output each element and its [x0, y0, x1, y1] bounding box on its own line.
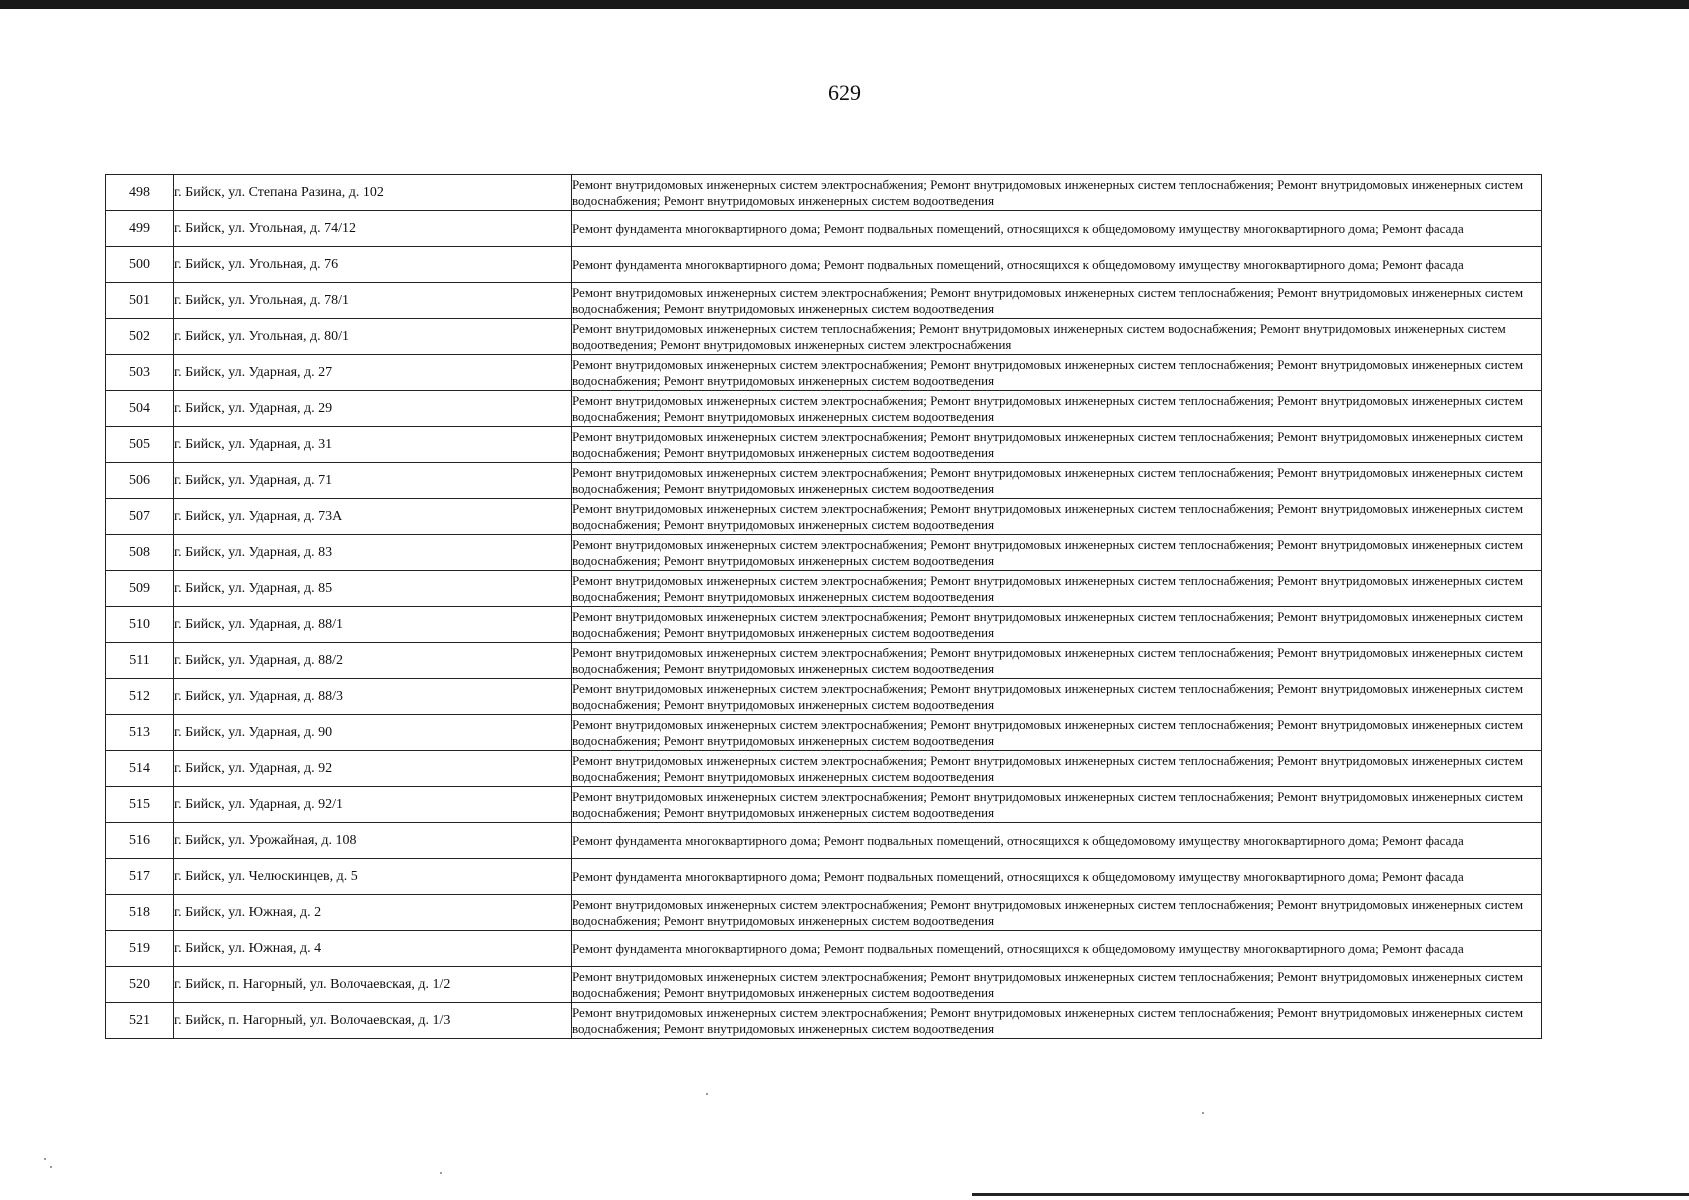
table-row: [106, 427, 1542, 463]
row-number: 505: [106, 427, 174, 463]
row-address: г. Бийск, ул. Ударная, д. 83: [174, 535, 572, 571]
row-address: г. Бийск, ул. Угольная, д. 80/1: [174, 319, 572, 355]
row-works: Ремонт внутридомовых инженерных систем электроснабжения; Ремонт внутридомовых инженерных систем теплоснабжения; Ремонт внутридомовых инженерных систем водоснабжения; Ремонт внутридомовых инженерных систем водоотведения: [572, 787, 1542, 823]
row-address: г. Бийск, ул. Ударная, д. 85: [174, 571, 572, 607]
row-address: г. Бийск, ул. Степана Разина, д. 102: [174, 175, 572, 211]
table-row: [106, 283, 1542, 319]
scan-speck: [50, 1166, 52, 1168]
row-works: Ремонт фундамента многоквартирного дома; Ремонт подвальных помещений, относящихся к общедомовому имуществу многоквартирного дома; Ремонт фасада: [572, 247, 1542, 283]
table-row: [106, 679, 1542, 715]
table-row: [106, 391, 1542, 427]
table-row: [106, 355, 1542, 391]
row-number: 512: [106, 679, 174, 715]
row-number: 521: [106, 1003, 174, 1039]
table-row: [106, 859, 1542, 895]
row-number: 508: [106, 535, 174, 571]
row-works: Ремонт внутридомовых инженерных систем электроснабжения; Ремонт внутридомовых инженерных систем теплоснабжения; Ремонт внутридомовых инженерных систем водоснабжения; Ремонт внутридомовых инженерных систем водоотведения: [572, 1003, 1542, 1039]
row-works: Ремонт внутридомовых инженерных систем электроснабжения; Ремонт внутридомовых инженерных систем теплоснабжения; Ремонт внутридомовых инженерных систем водоснабжения; Ремонт внутридомовых инженерных систем водоотведения: [572, 643, 1542, 679]
row-works: Ремонт внутридомовых инженерных систем электроснабжения; Ремонт внутридомовых инженерных систем теплоснабжения; Ремонт внутридомовых инженерных систем водоснабжения; Ремонт внутридомовых инженерных систем водоотведения: [572, 895, 1542, 931]
row-number: 509: [106, 571, 174, 607]
table-row: [106, 643, 1542, 679]
row-works: Ремонт внутридомовых инженерных систем электроснабжения; Ремонт внутридомовых инженерных систем теплоснабжения; Ремонт внутридомовых инженерных систем водоснабжения; Ремонт внутридомовых инженерных систем водоотведения: [572, 463, 1542, 499]
row-works: Ремонт внутридомовых инженерных систем электроснабжения; Ремонт внутридомовых инженерных систем теплоснабжения; Ремонт внутридомовых инженерных систем водоснабжения; Ремонт внутридомовых инженерных систем водоотведения: [572, 679, 1542, 715]
row-number: 520: [106, 967, 174, 1003]
row-number: 517: [106, 859, 174, 895]
row-number: 518: [106, 895, 174, 931]
row-address: г. Бийск, ул. Челюскинцев, д. 5: [174, 859, 572, 895]
row-works: Ремонт внутридомовых инженерных систем электроснабжения; Ремонт внутридомовых инженерных систем теплоснабжения; Ремонт внутридомовых инженерных систем водоснабжения; Ремонт внутридомовых инженерных систем водоотведения: [572, 751, 1542, 787]
table-row: [106, 175, 1542, 211]
row-number: 515: [106, 787, 174, 823]
row-works: Ремонт внутридомовых инженерных систем электроснабжения; Ремонт внутридомовых инженерных систем теплоснабжения; Ремонт внутридомовых инженерных систем водоснабжения; Ремонт внутридомовых инженерных систем водоотведения: [572, 607, 1542, 643]
table-row: [106, 499, 1542, 535]
row-address: г. Бийск, п. Нагорный, ул. Волочаевская, д. 1/2: [174, 967, 572, 1003]
row-number: 502: [106, 319, 174, 355]
row-address: г. Бийск, ул. Ударная, д. 92/1: [174, 787, 572, 823]
row-works: Ремонт внутридомовых инженерных систем электроснабжения; Ремонт внутридомовых инженерных систем теплоснабжения; Ремонт внутридомовых инженерных систем водоснабжения; Ремонт внутридомовых инженерных систем водоотведения: [572, 715, 1542, 751]
table-row: [106, 319, 1542, 355]
table-row: [106, 715, 1542, 751]
row-address: г. Бийск, ул. Угольная, д. 76: [174, 247, 572, 283]
row-address: г. Бийск, ул. Ударная, д. 88/3: [174, 679, 572, 715]
row-address: г. Бийск, ул. Ударная, д. 88/1: [174, 607, 572, 643]
row-address: г. Бийск, ул. Ударная, д. 71: [174, 463, 572, 499]
scan-speck: [44, 1158, 46, 1160]
top-border-rule: [0, 0, 1689, 9]
row-address: г. Бийск, ул. Южная, д. 2: [174, 895, 572, 931]
row-works: Ремонт внутридомовых инженерных систем теплоснабжения; Ремонт внутридомовых инженерных систем водоснабжения; Ремонт внутридомовых инженерных систем водоотведения; Ремонт внутридомовых инженерных систем электроснабжения: [572, 319, 1542, 355]
row-number: 507: [106, 499, 174, 535]
row-works: Ремонт внутридомовых инженерных систем электроснабжения; Ремонт внутридомовых инженерных систем теплоснабжения; Ремонт внутридомовых инженерных систем водоснабжения; Ремонт внутридомовых инженерных систем водоотведения: [572, 535, 1542, 571]
page-number: 629: [828, 80, 861, 105]
table-row: [106, 247, 1542, 283]
row-number: 498: [106, 175, 174, 211]
row-address: г. Бийск, ул. Южная, д. 4: [174, 931, 572, 967]
row-address: г. Бийск, ул. Угольная, д. 74/12: [174, 211, 572, 247]
row-works: Ремонт внутридомовых инженерных систем электроснабжения; Ремонт внутридомовых инженерных систем теплоснабжения; Ремонт внутридомовых инженерных систем водоснабжения; Ремонт внутридомовых инженерных систем водоотведения: [572, 355, 1542, 391]
table-body: [106, 175, 1542, 1039]
row-works: Ремонт внутридомовых инженерных систем электроснабжения; Ремонт внутридомовых инженерных систем теплоснабжения; Ремонт внутридомовых инженерных систем водоснабжения; Ремонт внутридомовых инженерных систем водоотведения: [572, 571, 1542, 607]
row-address: г. Бийск, ул. Угольная, д. 78/1: [174, 283, 572, 319]
row-works: Ремонт фундамента многоквартирного дома; Ремонт подвальных помещений, относящихся к общедомовому имуществу многоквартирного дома; Ремонт фасада: [572, 823, 1542, 859]
table-row: [106, 931, 1542, 967]
table-row: [106, 787, 1542, 823]
row-address: г. Бийск, ул. Ударная, д. 29: [174, 391, 572, 427]
row-number: 503: [106, 355, 174, 391]
row-address: г. Бийск, ул. Ударная, д. 92: [174, 751, 572, 787]
row-number: 513: [106, 715, 174, 751]
table-row: [106, 535, 1542, 571]
row-number: 499: [106, 211, 174, 247]
row-works: Ремонт внутридомовых инженерных систем электроснабжения; Ремонт внутридомовых инженерных систем теплоснабжения; Ремонт внутридомовых инженерных систем водоснабжения; Ремонт внутридомовых инженерных систем водоотведения: [572, 175, 1542, 211]
row-works: Ремонт внутридомовых инженерных систем электроснабжения; Ремонт внутридомовых инженерных систем теплоснабжения; Ремонт внутридомовых инженерных систем водоснабжения; Ремонт внутридомовых инженерных систем водоотведения: [572, 283, 1542, 319]
table-row: [106, 967, 1542, 1003]
scan-speck: [440, 1172, 442, 1174]
row-works: Ремонт внутридомовых инженерных систем электроснабжения; Ремонт внутридомовых инженерных систем теплоснабжения; Ремонт внутридомовых инженерных систем водоснабжения; Ремонт внутридомовых инженерных систем водоотведения: [572, 967, 1542, 1003]
row-number: 500: [106, 247, 174, 283]
row-number: 501: [106, 283, 174, 319]
table-row: [106, 895, 1542, 931]
row-works: Ремонт фундамента многоквартирного дома; Ремонт подвальных помещений, относящихся к общедомовому имуществу многоквартирного дома; Ремонт фасада: [572, 859, 1542, 895]
row-number: 504: [106, 391, 174, 427]
table-row: [106, 571, 1542, 607]
row-address: г. Бийск, ул. Ударная, д. 31: [174, 427, 572, 463]
row-number: 514: [106, 751, 174, 787]
row-address: г. Бийск, п. Нагорный, ул. Волочаевская, д. 1/3: [174, 1003, 572, 1039]
row-works: Ремонт фундамента многоквартирного дома; Ремонт подвальных помещений, относящихся к общедомовому имуществу многоквартирного дома; Ремонт фасада: [572, 931, 1542, 967]
table-row: [106, 751, 1542, 787]
row-number: 511: [106, 643, 174, 679]
table-row: [106, 1003, 1542, 1039]
table-row: [106, 211, 1542, 247]
row-works: Ремонт внутридомовых инженерных систем электроснабжения; Ремонт внутридомовых инженерных систем теплоснабжения; Ремонт внутридомовых инженерных систем водоснабжения; Ремонт внутридомовых инженерных систем водоотведения: [572, 391, 1542, 427]
table-row: [106, 463, 1542, 499]
row-works: Ремонт внутридомовых инженерных систем электроснабжения; Ремонт внутридомовых инженерных систем теплоснабжения; Ремонт внутридомовых инженерных систем водоснабжения; Ремонт внутридомовых инженерных систем водоотведения: [572, 499, 1542, 535]
repair-register-table: [105, 174, 1542, 1039]
row-works: Ремонт фундамента многоквартирного дома; Ремонт подвальных помещений, относящихся к общедомовому имуществу многоквартирного дома; Ремонт фасада: [572, 211, 1542, 247]
row-address: г. Бийск, ул. Урожайная, д. 108: [174, 823, 572, 859]
row-number: 510: [106, 607, 174, 643]
row-address: г. Бийск, ул. Ударная, д. 88/2: [174, 643, 572, 679]
row-number: 516: [106, 823, 174, 859]
row-works: Ремонт внутридомовых инженерных систем электроснабжения; Ремонт внутридомовых инженерных систем теплоснабжения; Ремонт внутридомовых инженерных систем водоснабжения; Ремонт внутридомовых инженерных систем водоотведения: [572, 427, 1542, 463]
table-row: [106, 823, 1542, 859]
row-number: 506: [106, 463, 174, 499]
table-row: [106, 607, 1542, 643]
row-address: г. Бийск, ул. Ударная, д. 73А: [174, 499, 572, 535]
row-address: г. Бийск, ул. Ударная, д. 27: [174, 355, 572, 391]
bottom-border-rule: [972, 1193, 1689, 1196]
scan-speck: [706, 1093, 708, 1095]
scan-speck: [1202, 1112, 1204, 1114]
row-address: г. Бийск, ул. Ударная, д. 90: [174, 715, 572, 751]
row-number: 519: [106, 931, 174, 967]
